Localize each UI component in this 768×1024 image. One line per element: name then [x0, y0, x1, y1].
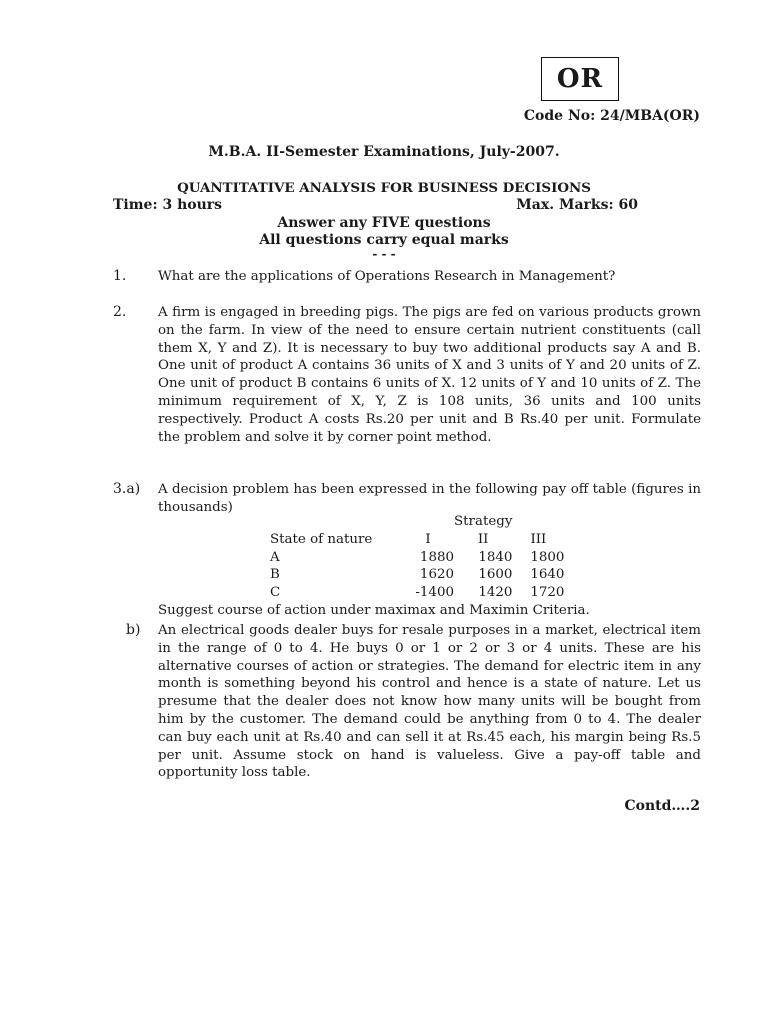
subject-title: QUANTITATIVE ANALYSIS FOR BUSINESS DECISIONS [177, 180, 591, 196]
value-cell: 1800 [530, 549, 565, 565]
exam-title: M.B.A. II-Semester Examinations, July-2007. [208, 144, 560, 160]
time-allowed: Time: 3 hours [113, 197, 223, 213]
continued-marker: Contd….2 [624, 798, 700, 814]
value-cell: 1420 [478, 585, 513, 601]
table-row [262, 513, 564, 531]
table-row [262, 549, 564, 567]
value-cell: 1600 [478, 567, 513, 583]
table-row [262, 566, 564, 584]
question-number: 1. [113, 268, 127, 284]
row-header: State of nature [270, 531, 373, 547]
instruction-marks: All questions carry equal marks [259, 232, 509, 248]
column-header: III [530, 531, 547, 547]
value-cell: 1720 [530, 585, 565, 601]
value-cell: 1620 [419, 567, 454, 583]
column-header: I [425, 531, 431, 547]
question-text: What are the applications of Operations Research in Management? [158, 269, 616, 284]
question-number: 2. [113, 304, 127, 320]
column-header: II [477, 531, 489, 547]
instruction-answer: Answer any FIVE questions [277, 215, 491, 231]
question-number: 3.a) [113, 481, 141, 497]
code-number: Code No: 24/MBA(OR) [523, 108, 700, 124]
payoff-table [262, 513, 564, 602]
question-instruction: Suggest course of action under maximax and Maximin Criteria. [158, 603, 590, 618]
table-header-row [262, 531, 564, 549]
state-cell: A [270, 549, 280, 565]
value-cell: 1880 [419, 549, 454, 565]
strategy-label: Strategy [454, 514, 513, 529]
value-cell: -1400 [415, 585, 454, 601]
value-cell: 1640 [530, 567, 565, 583]
table-row [262, 584, 564, 602]
separator: - - - [372, 247, 396, 261]
state-cell: B [270, 567, 280, 583]
max-marks: Max. Marks: 60 [516, 197, 638, 213]
question-text: A decision problem has been expressed in the following pay off table (figures in thousands) [158, 482, 701, 515]
question-text: An electrical goods dealer buys for resale purposes in a market, electrical item in the range of 0 to 4. He buys 0 or 1 or 2 or 3 or 4 units. These are his alternative courses of action or strategies. The demand for electric item in any month is something beyond his control and hence is a state of nature. Let us presume that the dealer does not know how many units will be bought from him by the customer. The demand could be anything from 0 to 4. The dealer can buy each unit at Rs.40 and can sell it at Rs.45 each, his margin being Rs.5 per unit. Assume stock on hand is valueless. Give a pay-off table and opportunity loss table. [158, 623, 701, 781]
question-text: A firm is engaged in breeding pigs. The pigs are fed on various products grown on the farm. In view of the need to ensure certain nutrient constituents (call them X, Y and Z). It is necessary to buy two additional products say A and B. One unit of product A contains 36 units of X and 3 units of Y and 20 units of Z. One unit of product B contains 6 units of X. 12 units of Y and 10 units of Z. The minimum requirement of X, Y, Z is 108 units, 36 units and 100 units respectively. Product A costs Rs.20 per unit and B Rs.40 per unit. Formulate the problem and solve it by corner point method. [158, 305, 701, 445]
paper-set-badge: OR [541, 57, 619, 101]
state-cell: C [270, 585, 281, 601]
value-cell: 1840 [478, 549, 513, 565]
question-number: b) [126, 622, 141, 638]
